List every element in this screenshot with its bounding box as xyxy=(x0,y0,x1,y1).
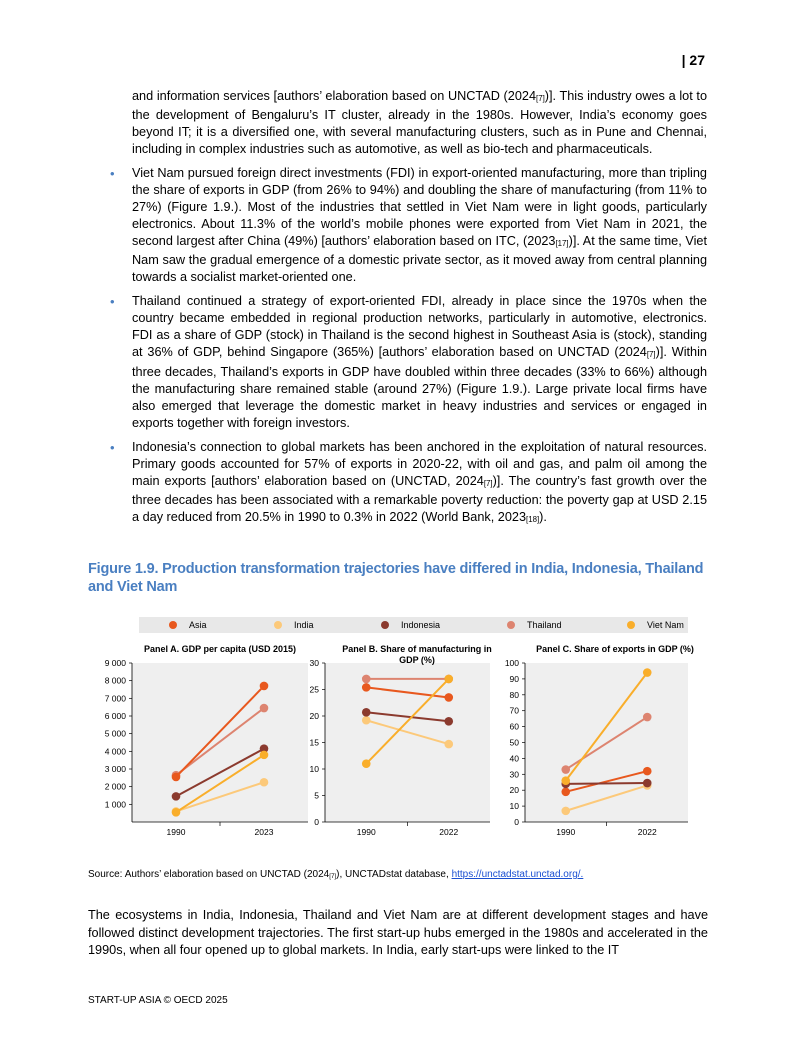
panel-c-point-asia xyxy=(643,767,652,776)
legend-item-indonesia xyxy=(381,617,440,633)
panel-b-x-tick-label: 2022 xyxy=(439,827,459,837)
panel-b-y-tick-label: 25 xyxy=(309,684,319,695)
panel-a-y-tick-label: 9 000 xyxy=(104,658,126,668)
legend-item-viet-nam xyxy=(627,617,684,633)
panel-a-y-tick-label: 8 000 xyxy=(104,675,126,686)
panel-c-y-tick-label: 50 xyxy=(509,737,519,748)
panel-b-y-tick-label: 15 xyxy=(309,737,319,748)
panel-b-y-tick-label: 0 xyxy=(314,817,319,827)
panel-c-x-tick-label: 2022 xyxy=(637,827,657,837)
panel-a-point-viet-nam xyxy=(260,751,269,760)
body-text xyxy=(132,88,707,528)
panel-b-plot-background xyxy=(325,663,490,822)
bullet-indonesia: • Indonesia’s connection to global markets has been anchored in the exploitation of natural resources. Primary goods accounted for 57% of exports in 2020-22, with oil and gas, and palm oil among the main exports [authors’ elaboration based on (UNCTAD, 2024[7])]. The country’s fast growth over the three decades has been associated with a remarkable poverty reduction: the poverty gap at USD 2.15 a day reduced from 20.5% in 1990 to 0.3% in 2022 (World Bank, 2023[18]). xyxy=(132,439,707,528)
panel-a-x-tick-label: 2023 xyxy=(254,827,274,837)
legend-label-india: India xyxy=(294,620,314,630)
panel-b-y-tick-label: 20 xyxy=(309,711,319,721)
panel-c-y-tick-label: 90 xyxy=(509,673,519,684)
panel-a-x-tick-label: 1990 xyxy=(166,827,186,837)
panel-a-point-indonesia xyxy=(172,792,181,801)
legend-item-thailand xyxy=(507,617,562,633)
figure-source xyxy=(88,869,583,880)
panel-a-y-tick-label: 6 000 xyxy=(104,711,126,721)
panel-c-point-india xyxy=(561,807,570,816)
legend-label-indonesia: Indonesia xyxy=(401,620,441,630)
legend-label-viet-nam: Viet Nam xyxy=(647,620,684,630)
panel-b-title: Panel B. Share of manufacturing in GDP (%) xyxy=(342,644,492,665)
panel-c-point-asia xyxy=(561,787,570,796)
figure-title: Figure 1.9. Production transformation trajectories have differed in India, Indonesia, Thailand and Viet Nam xyxy=(88,561,704,595)
panel-a-y-tick-label: 7 000 xyxy=(104,693,126,704)
legend-dot-viet-nam xyxy=(627,621,635,629)
panel-c-point-viet-nam xyxy=(643,668,652,677)
panel-c-y-tick-label: 0 xyxy=(514,817,519,827)
chart-legend xyxy=(139,617,688,633)
panel-b-y-tick-label: 10 xyxy=(309,764,319,774)
panel-b-point-india xyxy=(444,740,453,749)
bullet-viet-nam: • Viet Nam pursued foreign direct investments (FDI) in export-oriented manufacturing, more than tripling the share of exports in GDP (from 26% to 94%) and doubling the share of manufacturing (from 11% to 27%) (Figure 1.9.). Most of the industries that settled in Viet Nam were in light goods, particularly electronics. About 11.3% of the world’s mobile phones were exported from Viet Nam in 2021, the second largest after China (49%) [authors’ elaboration based on ITC, (2023[17])]. At the same time, Viet Nam saw the gradual emergence of a domestic private sector, as it moved away from central planning towards a socialist market-oriented one. xyxy=(132,165,707,286)
panel-c-y-tick-label: 10 xyxy=(509,801,519,812)
panel-b-point-viet-nam xyxy=(362,759,371,768)
panel-b-y-tick-label: 5 xyxy=(314,790,319,801)
panel-a-point-asia xyxy=(172,773,181,782)
closing-paragraph: The ecosystems in India, Indonesia, Thailand and Viet Nam are at different development stages and have followed distinct development trajectories. The first start-up hubs emerged in the 1980s and accelerated in the 1990s, when all four opened up to global markets. In India, early start-ups were linked to the IT xyxy=(88,908,708,957)
legend-dot-asia xyxy=(169,621,177,629)
panel-b-y-tick-label: 30 xyxy=(309,658,319,668)
panel-b-point-indonesia xyxy=(362,708,371,717)
panel-a-title: Panel A. GDP per capita (USD 2015) xyxy=(143,644,297,654)
panel-c-title: Panel C. Share of exports in GDP (%) xyxy=(536,644,694,654)
panel-c-y-tick-label: 100 xyxy=(504,658,519,668)
panel-c-point-indonesia xyxy=(643,779,652,788)
panel-a-y-tick-label: 5 000 xyxy=(104,728,126,739)
panel-c-point-thailand xyxy=(643,713,652,722)
page-number: | 27 xyxy=(681,52,705,68)
legend-item-asia xyxy=(169,617,207,633)
panel-b-point-asia xyxy=(444,693,453,702)
legend-item-india xyxy=(274,617,314,633)
panel-b-point-indonesia xyxy=(444,717,453,726)
panel-a-point-thailand xyxy=(260,704,269,713)
legend-label-thailand: Thailand xyxy=(527,620,562,630)
panel-a-y-tick-label: 1 000 xyxy=(104,799,126,810)
panel-b-x-tick-label: 1990 xyxy=(356,827,376,837)
legend-dot-thailand xyxy=(507,621,515,629)
panel-a-point-india xyxy=(260,778,269,787)
panel-c-y-tick-label: 80 xyxy=(509,689,519,700)
figure-charts xyxy=(0,636,793,846)
panel-c-y-tick-label: 60 xyxy=(509,721,519,732)
panel-c-point-viet-nam xyxy=(561,776,570,785)
panel-c-y-tick-label: 70 xyxy=(509,705,519,716)
panel-b-point-asia xyxy=(362,683,371,692)
footer: START-UP ASIA © OECD 2025 xyxy=(88,995,228,1006)
panel-a-point-asia xyxy=(260,682,269,691)
intro-paragraph: and information services [authors’ elaboration based on UNCTAD (2024[7])]. This industry owes a lot to the development of Bengaluru’s IT cluster, already in the 1980s. However, India’s economy goes beyond IT; it is a diversified one, with several manufacturing clusters, such as in Pune and Chennai, including in complex industries such as automotive, as well as bio-tech and pharmaceuticals. xyxy=(132,89,708,157)
legend-label-asia: Asia xyxy=(189,620,207,630)
panel-c-point-thailand xyxy=(561,765,570,774)
panel-c-y-tick-label: 40 xyxy=(509,753,519,764)
panel-c-line-indonesia xyxy=(566,783,648,784)
panel-a-y-tick-label: 2 000 xyxy=(104,781,126,792)
source-link[interactable]: https://unctadstat.unctad.org/. xyxy=(451,869,584,880)
panel-b-point-viet-nam xyxy=(444,675,453,684)
legend-dot-india xyxy=(274,621,282,629)
panel-b-point-india xyxy=(362,716,371,725)
legend-dot-indonesia xyxy=(381,621,389,629)
panel-c-x-tick-label: 1990 xyxy=(556,827,576,837)
panel-a-y-tick-label: 4 000 xyxy=(104,746,126,757)
bullet-list xyxy=(132,165,707,528)
panel-c-y-tick-label: 20 xyxy=(509,785,519,796)
panel-b-point-thailand xyxy=(362,675,371,684)
panel-c-y-tick-label: 30 xyxy=(509,769,519,780)
bullet-thailand: • Thailand continued a strategy of export-oriented FDI, already in place since the 1970s when the country became embedded in regional production networks, particularly in automotive, electronics. FDI as a share of GDP (stock) in Thailand is the second highest in Southeast Asia is (stock), standing at 36% of GDP, behind Singapore (365%) [authors’ elaboration based on UNCTAD (2024[7])]. Within three decades, Thailand’s exports in GDP have doubled within three decades (33% to 66%) although the manufacturing share remained stable (around 27%) (Figure 1.9.). Large private local firms have also emerged that leverage the domestic market in heavy industries and services or engaged in exports together with foreign investors. xyxy=(132,293,707,431)
panel-a-y-tick-label: 3 000 xyxy=(104,764,126,774)
source-text: Source: Authors’ elaboration based on UNCTAD (2024[7]), UNCTADstat database, xyxy=(88,869,452,880)
panel-a-point-viet-nam xyxy=(172,808,181,817)
